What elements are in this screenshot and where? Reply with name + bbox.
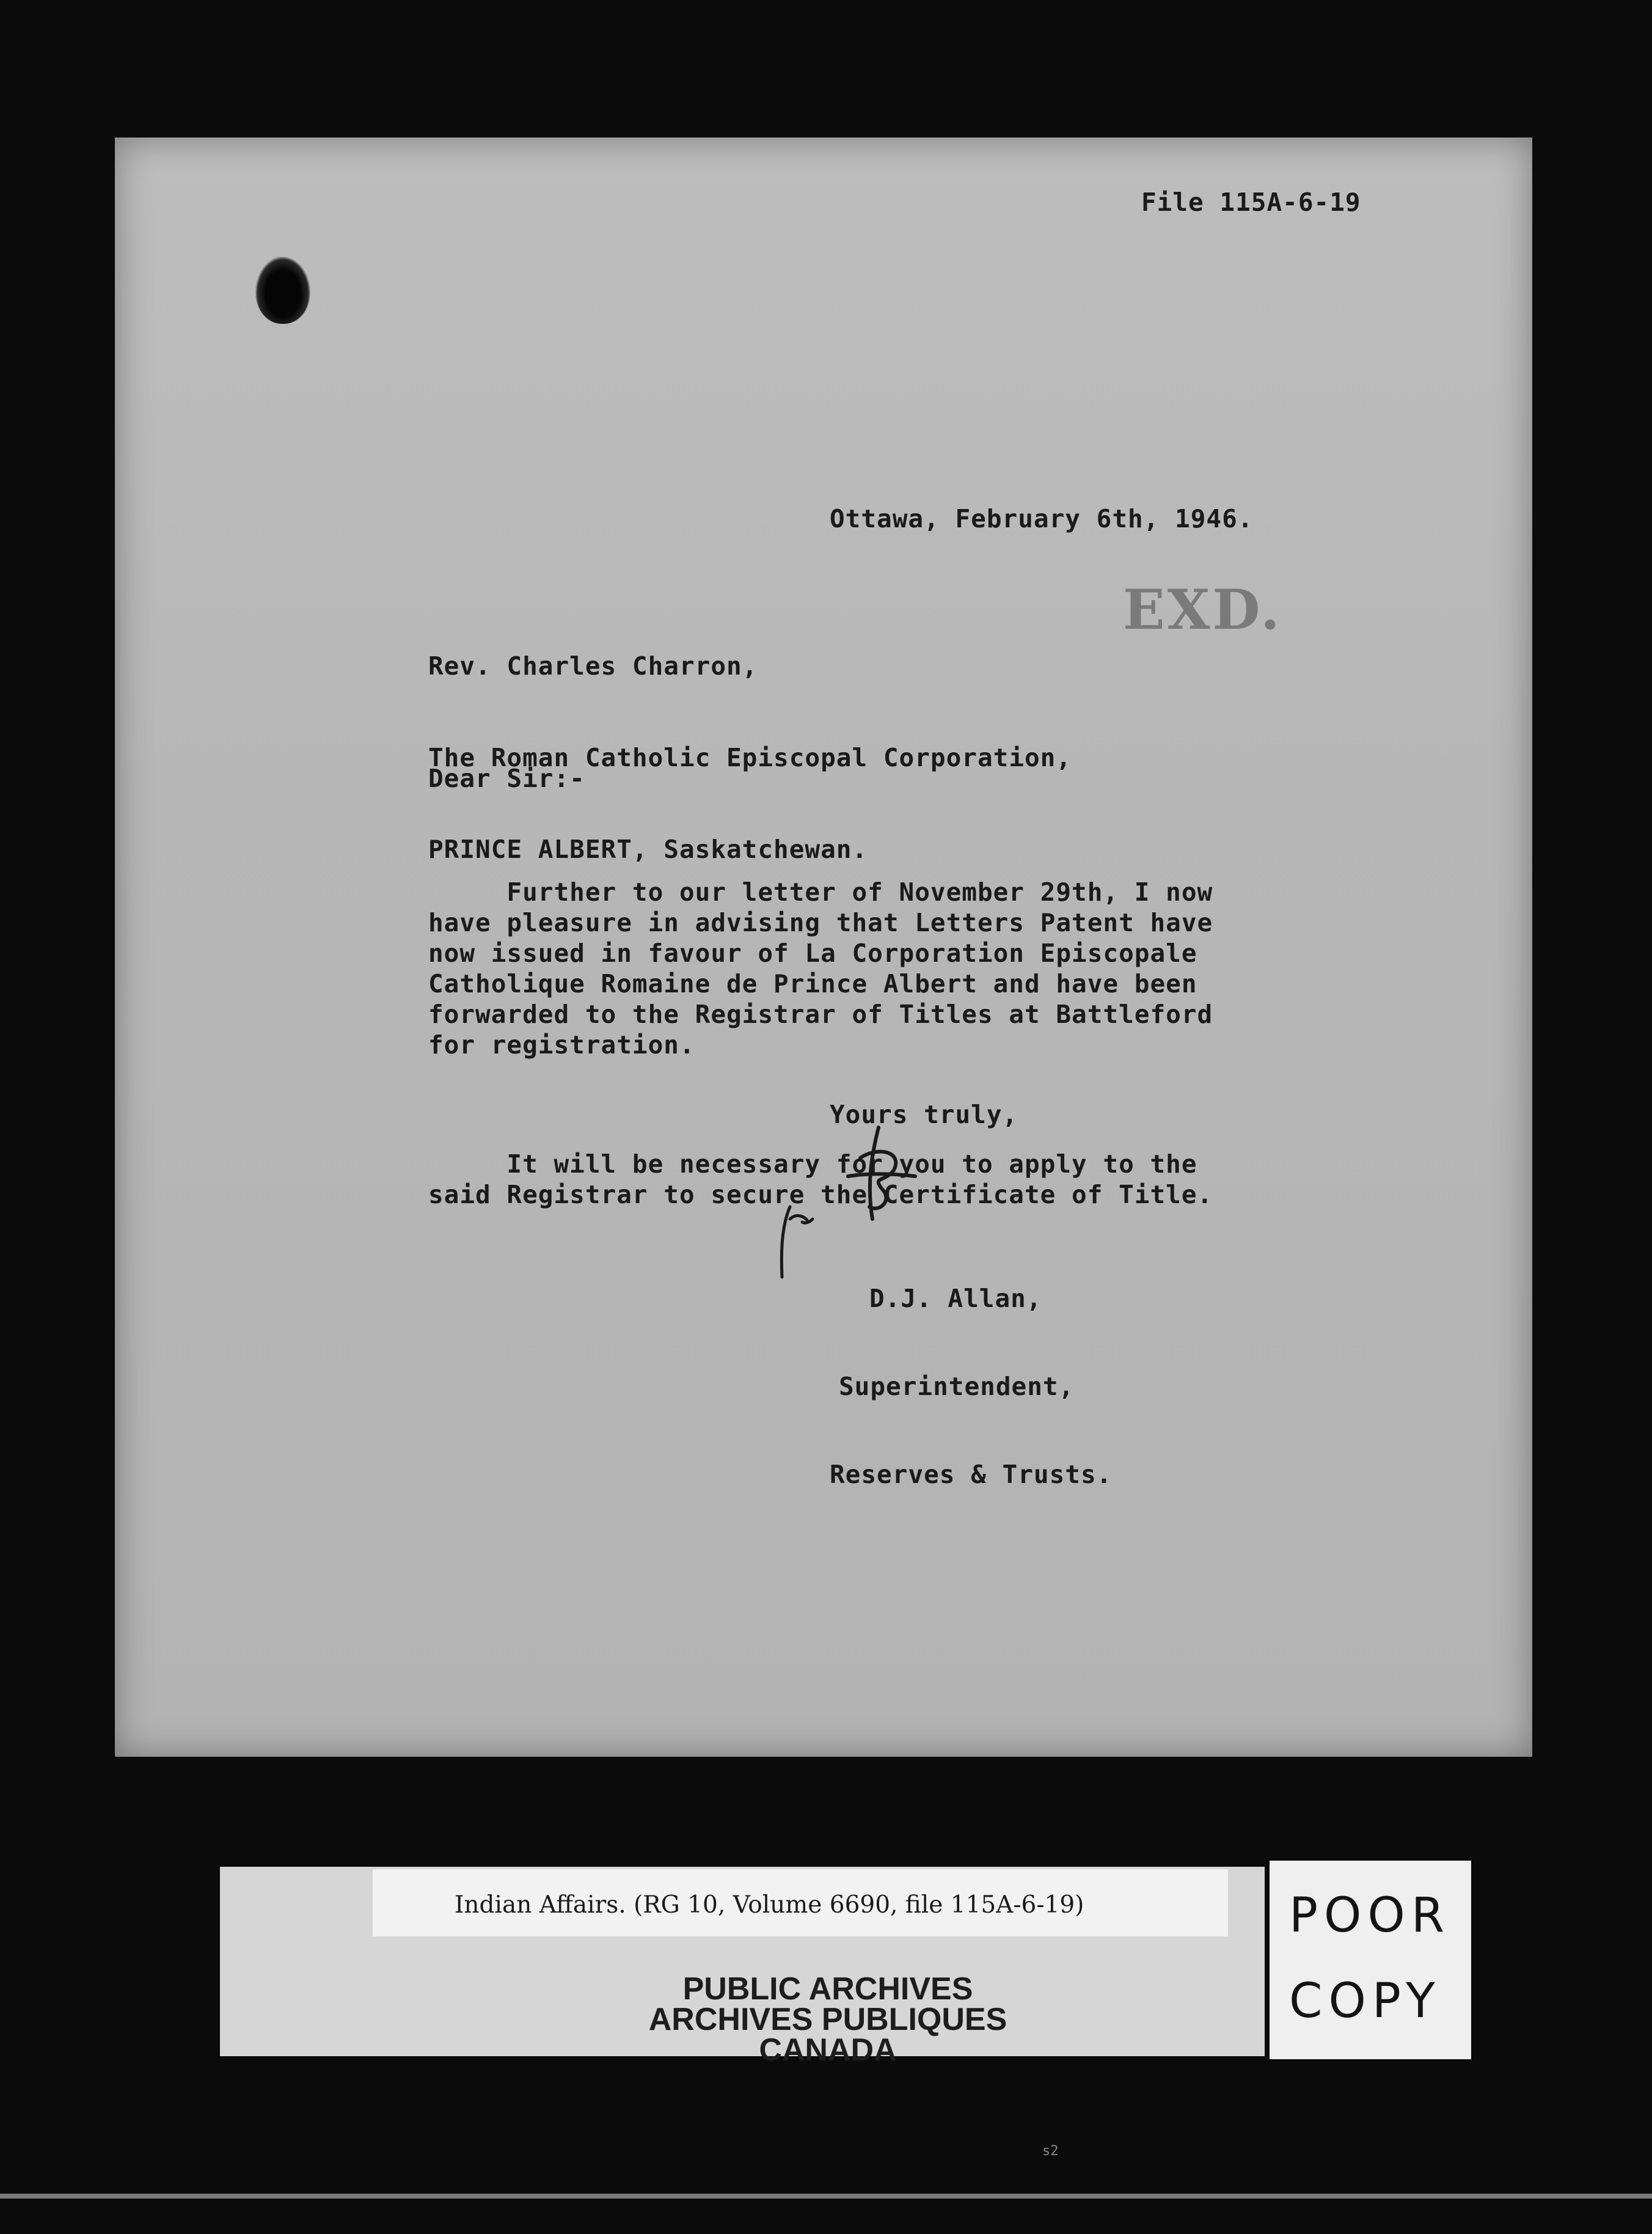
footer-mark: s2: [1042, 2144, 1059, 2159]
signature-department: Reserves & Trusts.: [830, 1460, 1113, 1489]
letter-body: [428, 816, 1213, 1271]
recipient-line: PRINCE ALBERT, Saskatchewan.: [428, 835, 868, 864]
signature-title: Superintendent,: [839, 1372, 1075, 1401]
archive-citation: Indian Affairs. (RG 10, Volume 6690, file 115A-6-19): [455, 1891, 1084, 1919]
body-paragraph: Further to our letter of November 29th, I now have pleasure in advising that Letters Patent have now issued in favour of La Corporation Episcopale Catholique Romaine de Prince Albert and have been forwarded to the Registrar of Titles at Battleford for registration.: [428, 877, 1213, 1060]
archive-line: ARCHIVES PUBLIQUES: [648, 2002, 1007, 2037]
poor-copy-note: [1289, 1873, 1450, 2044]
recipient-line: Rev. Charles Charron,: [428, 651, 758, 681]
archive-line: CANADA: [759, 2032, 897, 2068]
signature-name: D.J. Allan,: [869, 1284, 1042, 1313]
poor-copy-line: POOR: [1289, 1888, 1451, 1943]
punch-hole: [255, 257, 310, 324]
letter-date: Ottawa, February 6th, 1946.: [830, 504, 1254, 533]
film-edge-stripe: [0, 2194, 1652, 2199]
signature-block: [811, 1225, 1112, 1548]
salutation: Dear Sir:-: [428, 764, 585, 793]
handwritten-initials: [836, 1115, 934, 1237]
poor-copy-line: COPY: [1289, 1974, 1441, 2029]
file-reference: File 115A-6-19: [1141, 188, 1361, 217]
exd-stamp: EXD.: [1123, 577, 1282, 642]
recipient-line: The Roman Catholic Episcopal Corporation,: [428, 743, 1072, 772]
archive-name: [538, 1971, 1118, 2068]
closing: Yours truly,: [830, 1100, 1018, 1129]
archive-line: PUBLIC ARCHIVES: [682, 1971, 973, 2007]
body-paragraph: It will be necessary for you to apply to the said Registrar to secure the Certificate of Title.: [428, 1149, 1213, 1209]
letter-sheet: [115, 137, 1532, 1757]
